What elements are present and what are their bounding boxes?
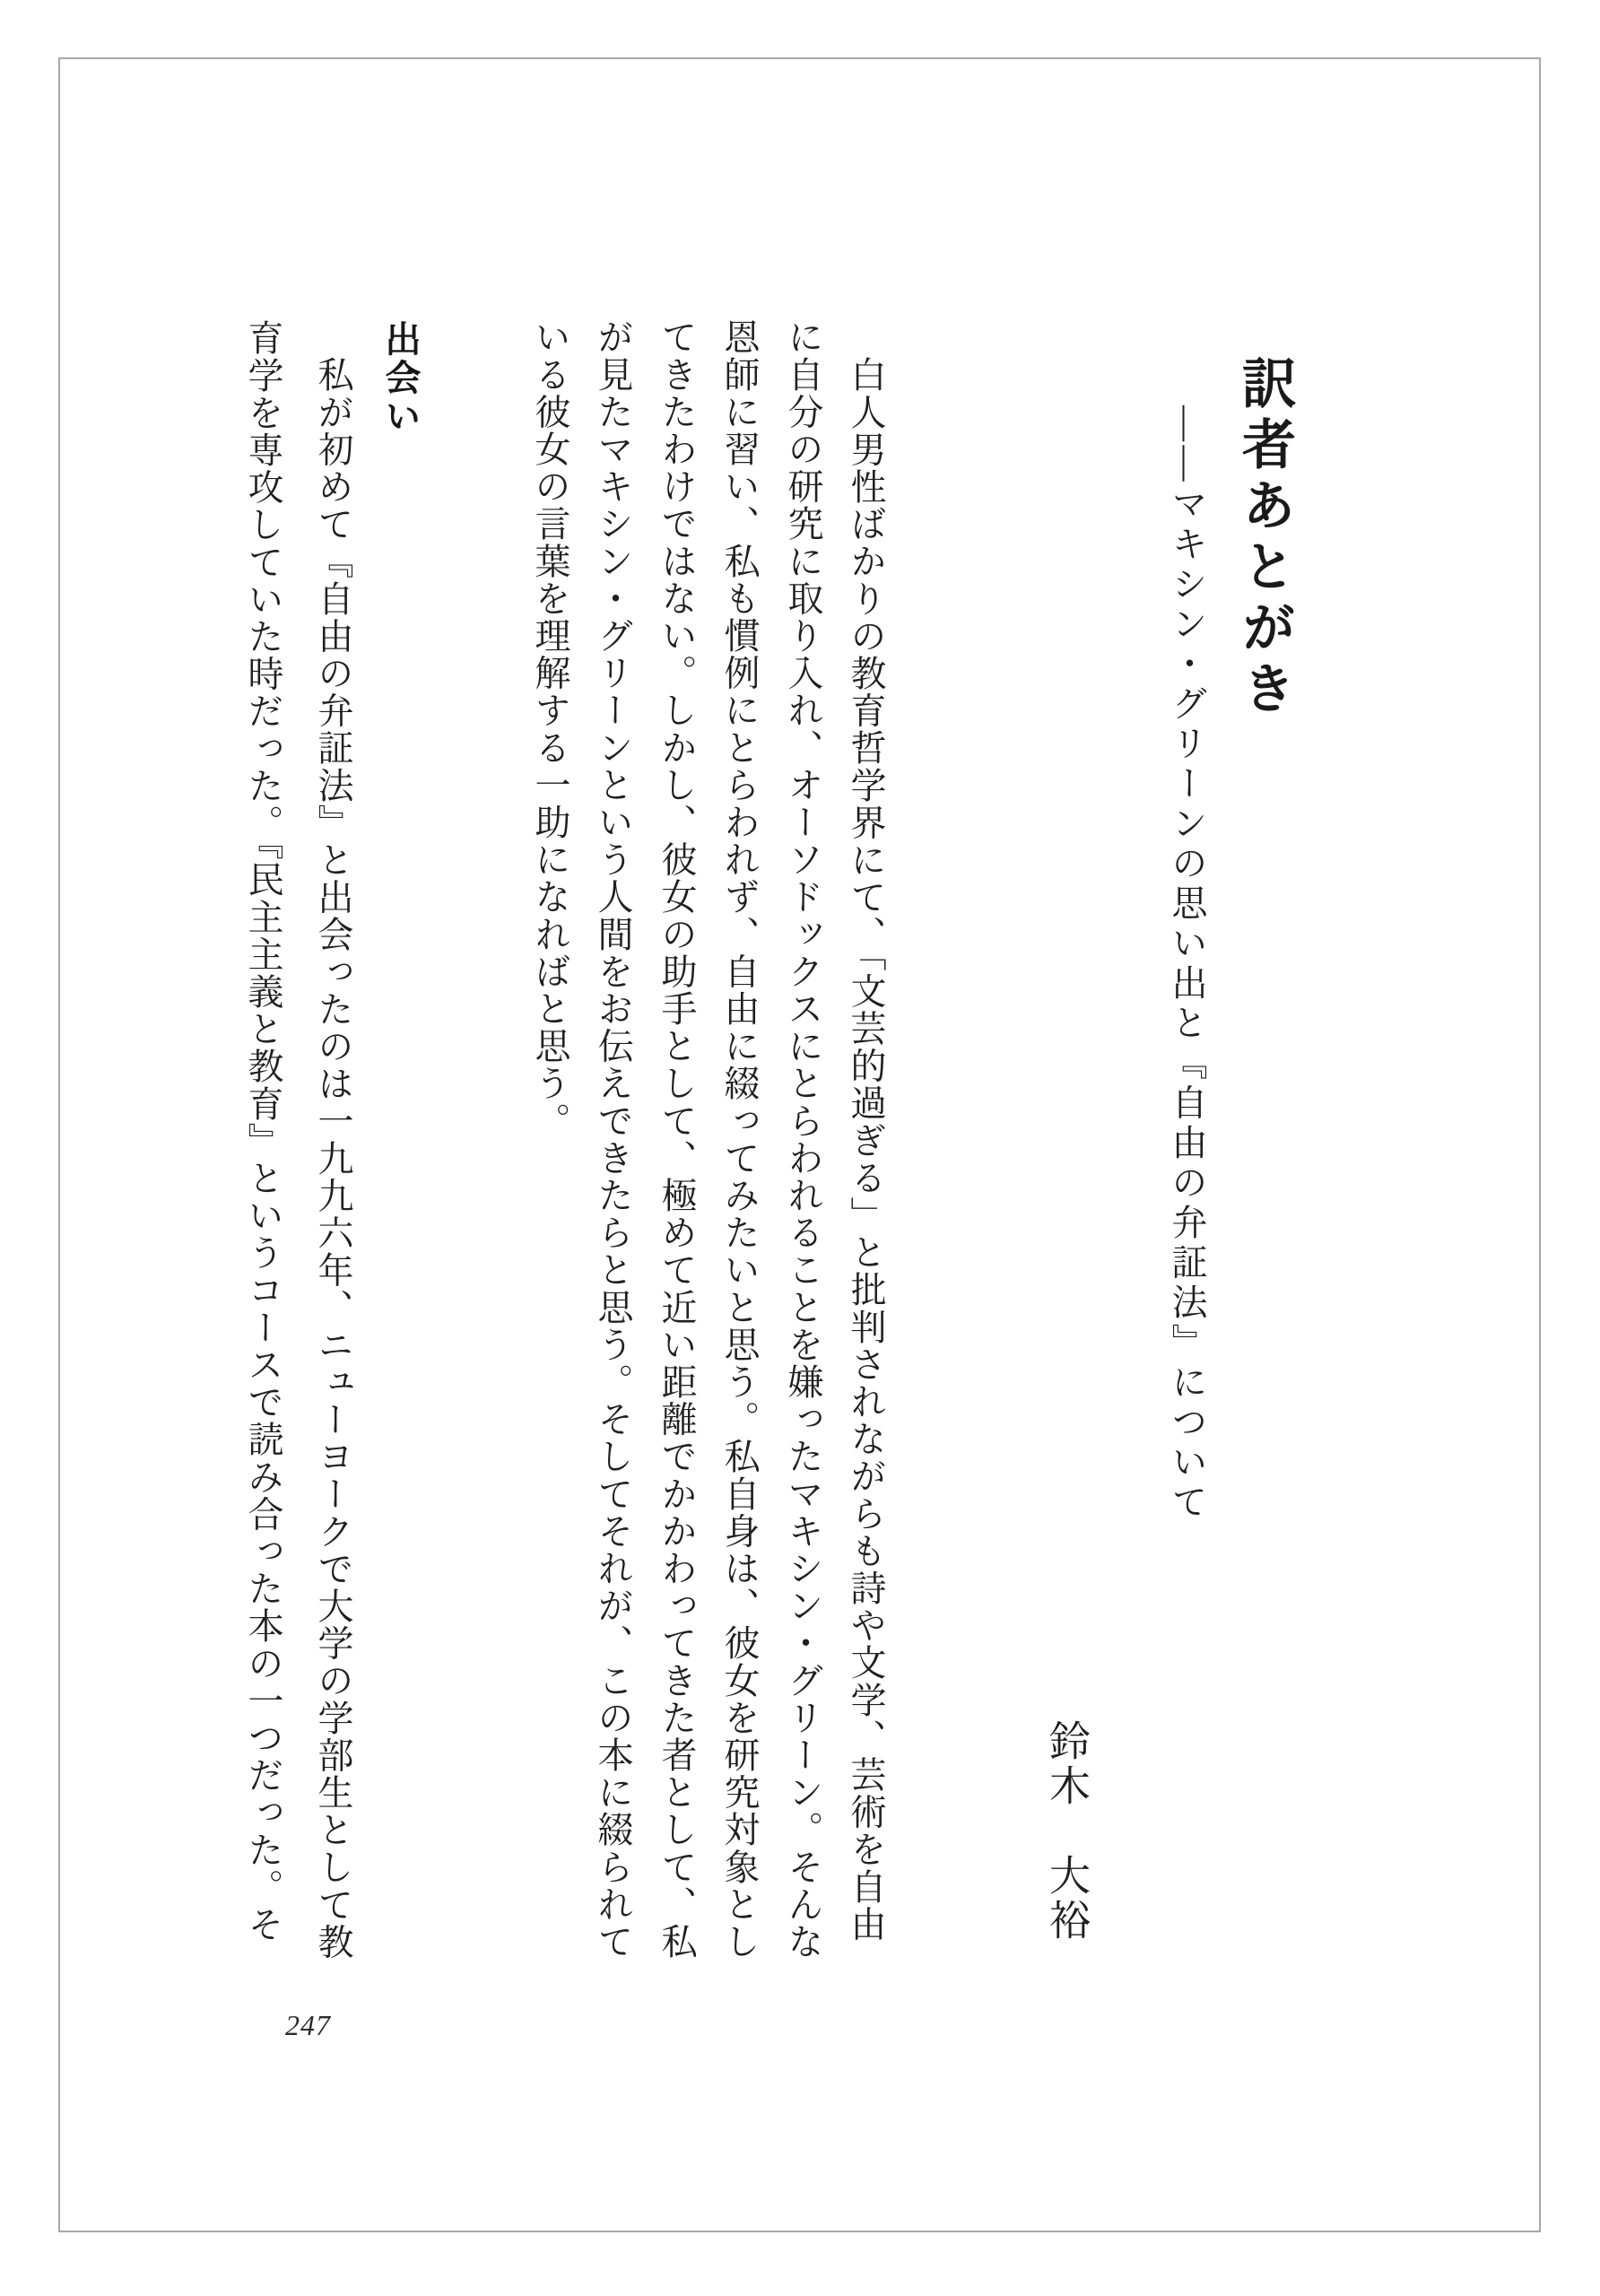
body-line: 白人男性ばかりの教育哲学界にて、「文芸的過ぎる」と批判されながらも詩や文学、芸術を自由 xyxy=(846,356,886,1943)
body-line: 恩師に習い、私も慣例にとらわれず、自由に綴ってみたいと思う。私自身は、彼女を研究対象とし xyxy=(719,318,760,1961)
page-number: 247 xyxy=(285,2009,331,2041)
body-line: てきたわけではない。しかし、彼女の助手として、極めて近い距離でかかわってきた者として、私 xyxy=(657,318,697,1961)
body-line: いる彼女の言葉を理解する一助になればと思う。 xyxy=(530,318,570,1140)
section-heading: 出会い xyxy=(380,320,420,436)
page-subtitle: ――マキシン・グリーンの思い出と『自由の弁証法』について xyxy=(1167,405,1207,1523)
page-title: 訳者あとがき xyxy=(1235,355,1294,721)
body-line: が見たマキシン・グリーンという人間をお伝えできたらと思う。そしてそれが、この本に綴られて xyxy=(593,318,633,1961)
body-line: に自分の研究に取り入れ、オーソドックスにとらわれることを嫌ったマキシン・グリーン。そんな xyxy=(783,318,823,1961)
body-line: 育学を専攻していた時だった。『民主主義と教育』というコースで読み合った本の一つだった。そ xyxy=(243,319,283,1944)
author-name: 鈴木 大裕 xyxy=(1044,1719,1090,1944)
body-line: 私が初めて『自由の弁証法』と出会ったのは一九九六年、ニューヨークで大学の学部生として教 xyxy=(313,356,353,1961)
